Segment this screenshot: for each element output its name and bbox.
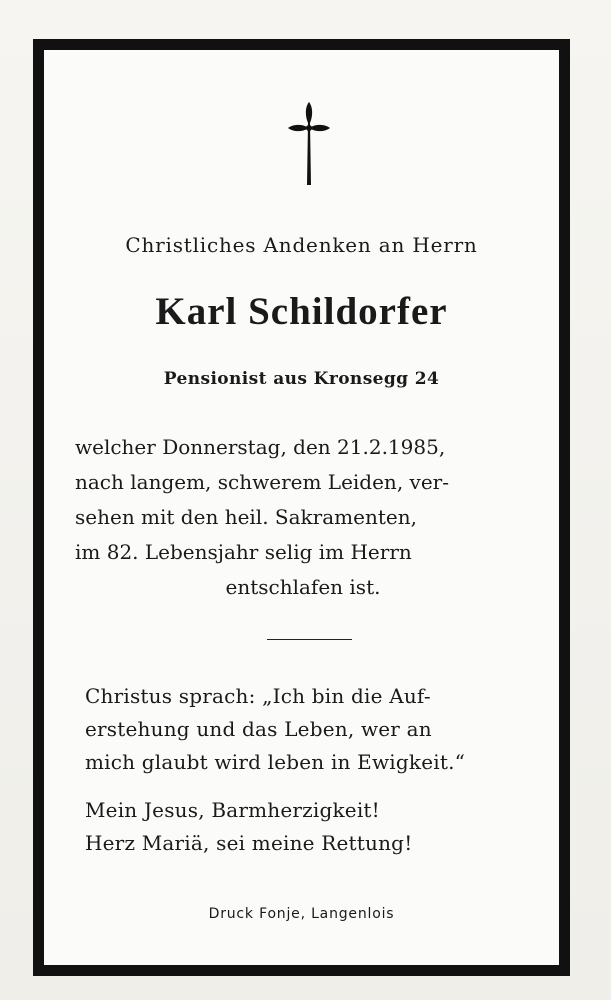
occupation-address: Pensionist aus Kronsegg 24 (163, 369, 440, 389)
prayer-line-2: Herz Mariä, sei meine Rettung! (85, 831, 413, 855)
cross-icon (285, 99, 333, 185)
quote-line-3: mich glaubt wird leben in Ewigkeit.“ (85, 750, 466, 774)
announcement-line-2: nach langem, schwerem Leiden, ver- (75, 470, 449, 494)
black-border-frame (33, 39, 570, 976)
announcement-line-5: entschlafen ist. (225, 575, 381, 599)
death-announcement (75, 430, 531, 605)
intro-text: Christliches Andenken an Herrn (125, 233, 478, 257)
scripture-quote (85, 680, 530, 779)
announcement-line-4: im 82. Lebensjahr selig im Herrn (75, 540, 412, 564)
prayer-lines (85, 794, 530, 860)
quote-line-2: erstehung und das Leben, wer an (85, 717, 432, 741)
memorial-content (44, 50, 559, 965)
announcement-line-3: sehen mit den heil. Sakramenten, (75, 505, 417, 529)
printer-credit: Druck Fonje, Langenlois (208, 906, 395, 922)
announcement-line-1: welcher Donnerstag, den 21.2.1985, (75, 435, 446, 459)
deceased-name: Karl Schildorfer (155, 290, 448, 333)
section-divider (267, 639, 352, 640)
prayer-line-1: Mein Jesus, Barmherzigkeit! (85, 798, 380, 822)
quote-line-1: Christus sprach: „Ich bin die Auf- (85, 684, 431, 708)
